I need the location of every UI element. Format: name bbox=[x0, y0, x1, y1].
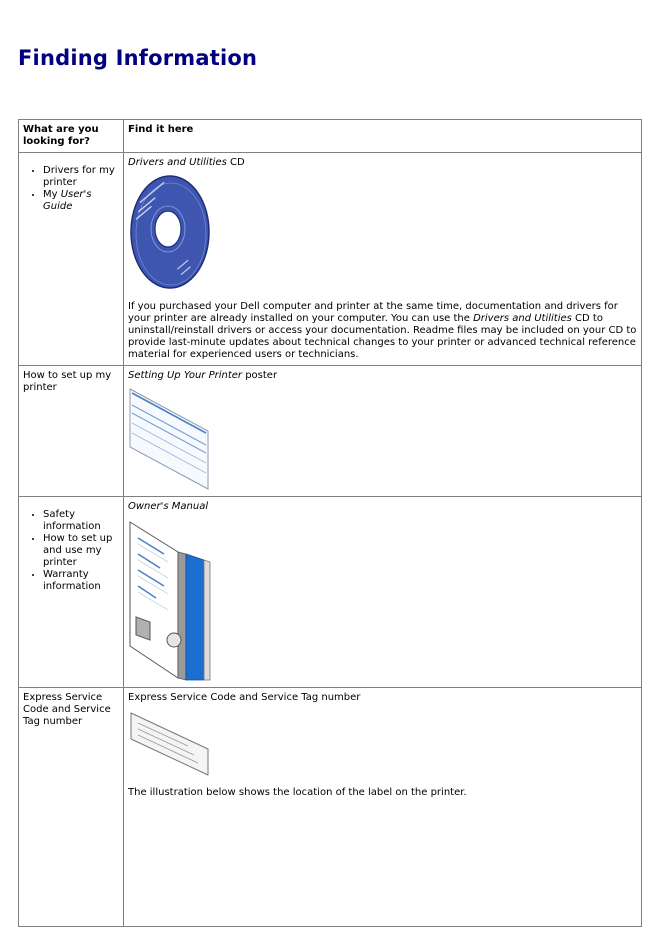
find-it-cell bbox=[124, 366, 642, 497]
cd-description-part-1: If you purchased your Dell computer and printer at the same time, documentation and drivers for your printer are already installed on your computer. You can use the bbox=[128, 301, 618, 324]
resource-title-italic: Setting Up Your Printer bbox=[128, 370, 243, 381]
find-it-cell bbox=[124, 688, 642, 927]
resource-title bbox=[128, 370, 637, 382]
header-looking-for: What are you looking for? bbox=[19, 120, 124, 153]
page-title: Finding Information bbox=[18, 46, 258, 70]
header-find-it-here: Find it here bbox=[124, 120, 642, 153]
cd-disc-illustration bbox=[128, 174, 212, 292]
resource-title bbox=[128, 157, 637, 169]
service-tag-label-illustration bbox=[128, 709, 212, 779]
resource-title-suffix: CD bbox=[226, 157, 245, 168]
resource-title-suffix: poster bbox=[242, 370, 278, 381]
resource-title: Express Service Code and Service Tag number bbox=[128, 692, 361, 703]
resource-title-italic: Drivers and Utilities bbox=[128, 157, 227, 168]
cd-description-italic: Drivers and Utilities bbox=[473, 313, 572, 324]
list-item bbox=[43, 189, 119, 213]
table-row bbox=[19, 366, 642, 497]
looking-for-cell: Express Service Code and Service Tag number bbox=[19, 688, 124, 927]
list-item-text: My bbox=[43, 189, 61, 200]
service-tag-description: The illustration below shows the location of the label on the printer. bbox=[128, 787, 467, 798]
list-item: • Drivers for my printer bbox=[43, 165, 119, 189]
list-item: • Safety information bbox=[43, 509, 119, 533]
users-guide-title: User's Guide bbox=[43, 189, 92, 212]
table-header-row bbox=[19, 120, 642, 153]
looking-for-cell bbox=[19, 153, 124, 366]
cd-description-part-2: CD to uninstall/reinstall drivers or access your documentation. Readme files may be included on your CD to provide last-minute updates about technical changes to your printer or advanced technical reference material for experienced users or technicians. bbox=[128, 313, 637, 360]
table-row bbox=[19, 497, 642, 688]
find-it-cell bbox=[124, 153, 642, 366]
resource-title-italic: Owner's Manual bbox=[128, 501, 209, 512]
resource-title bbox=[128, 501, 637, 513]
owners-manual-illustration bbox=[128, 518, 214, 682]
list-item: • Warranty information bbox=[43, 569, 119, 593]
cd-description bbox=[128, 301, 637, 361]
list-item: • How to set up and use my printer bbox=[43, 533, 119, 569]
finding-information-table bbox=[18, 119, 642, 927]
looking-for-list bbox=[23, 165, 119, 213]
table-row bbox=[19, 688, 642, 927]
looking-for-cell: How to set up my printer bbox=[19, 366, 124, 497]
find-it-cell bbox=[124, 497, 642, 688]
looking-for-list bbox=[23, 509, 119, 593]
table-row bbox=[19, 153, 642, 366]
setup-poster-illustration bbox=[128, 387, 212, 491]
looking-for-cell bbox=[19, 497, 124, 688]
